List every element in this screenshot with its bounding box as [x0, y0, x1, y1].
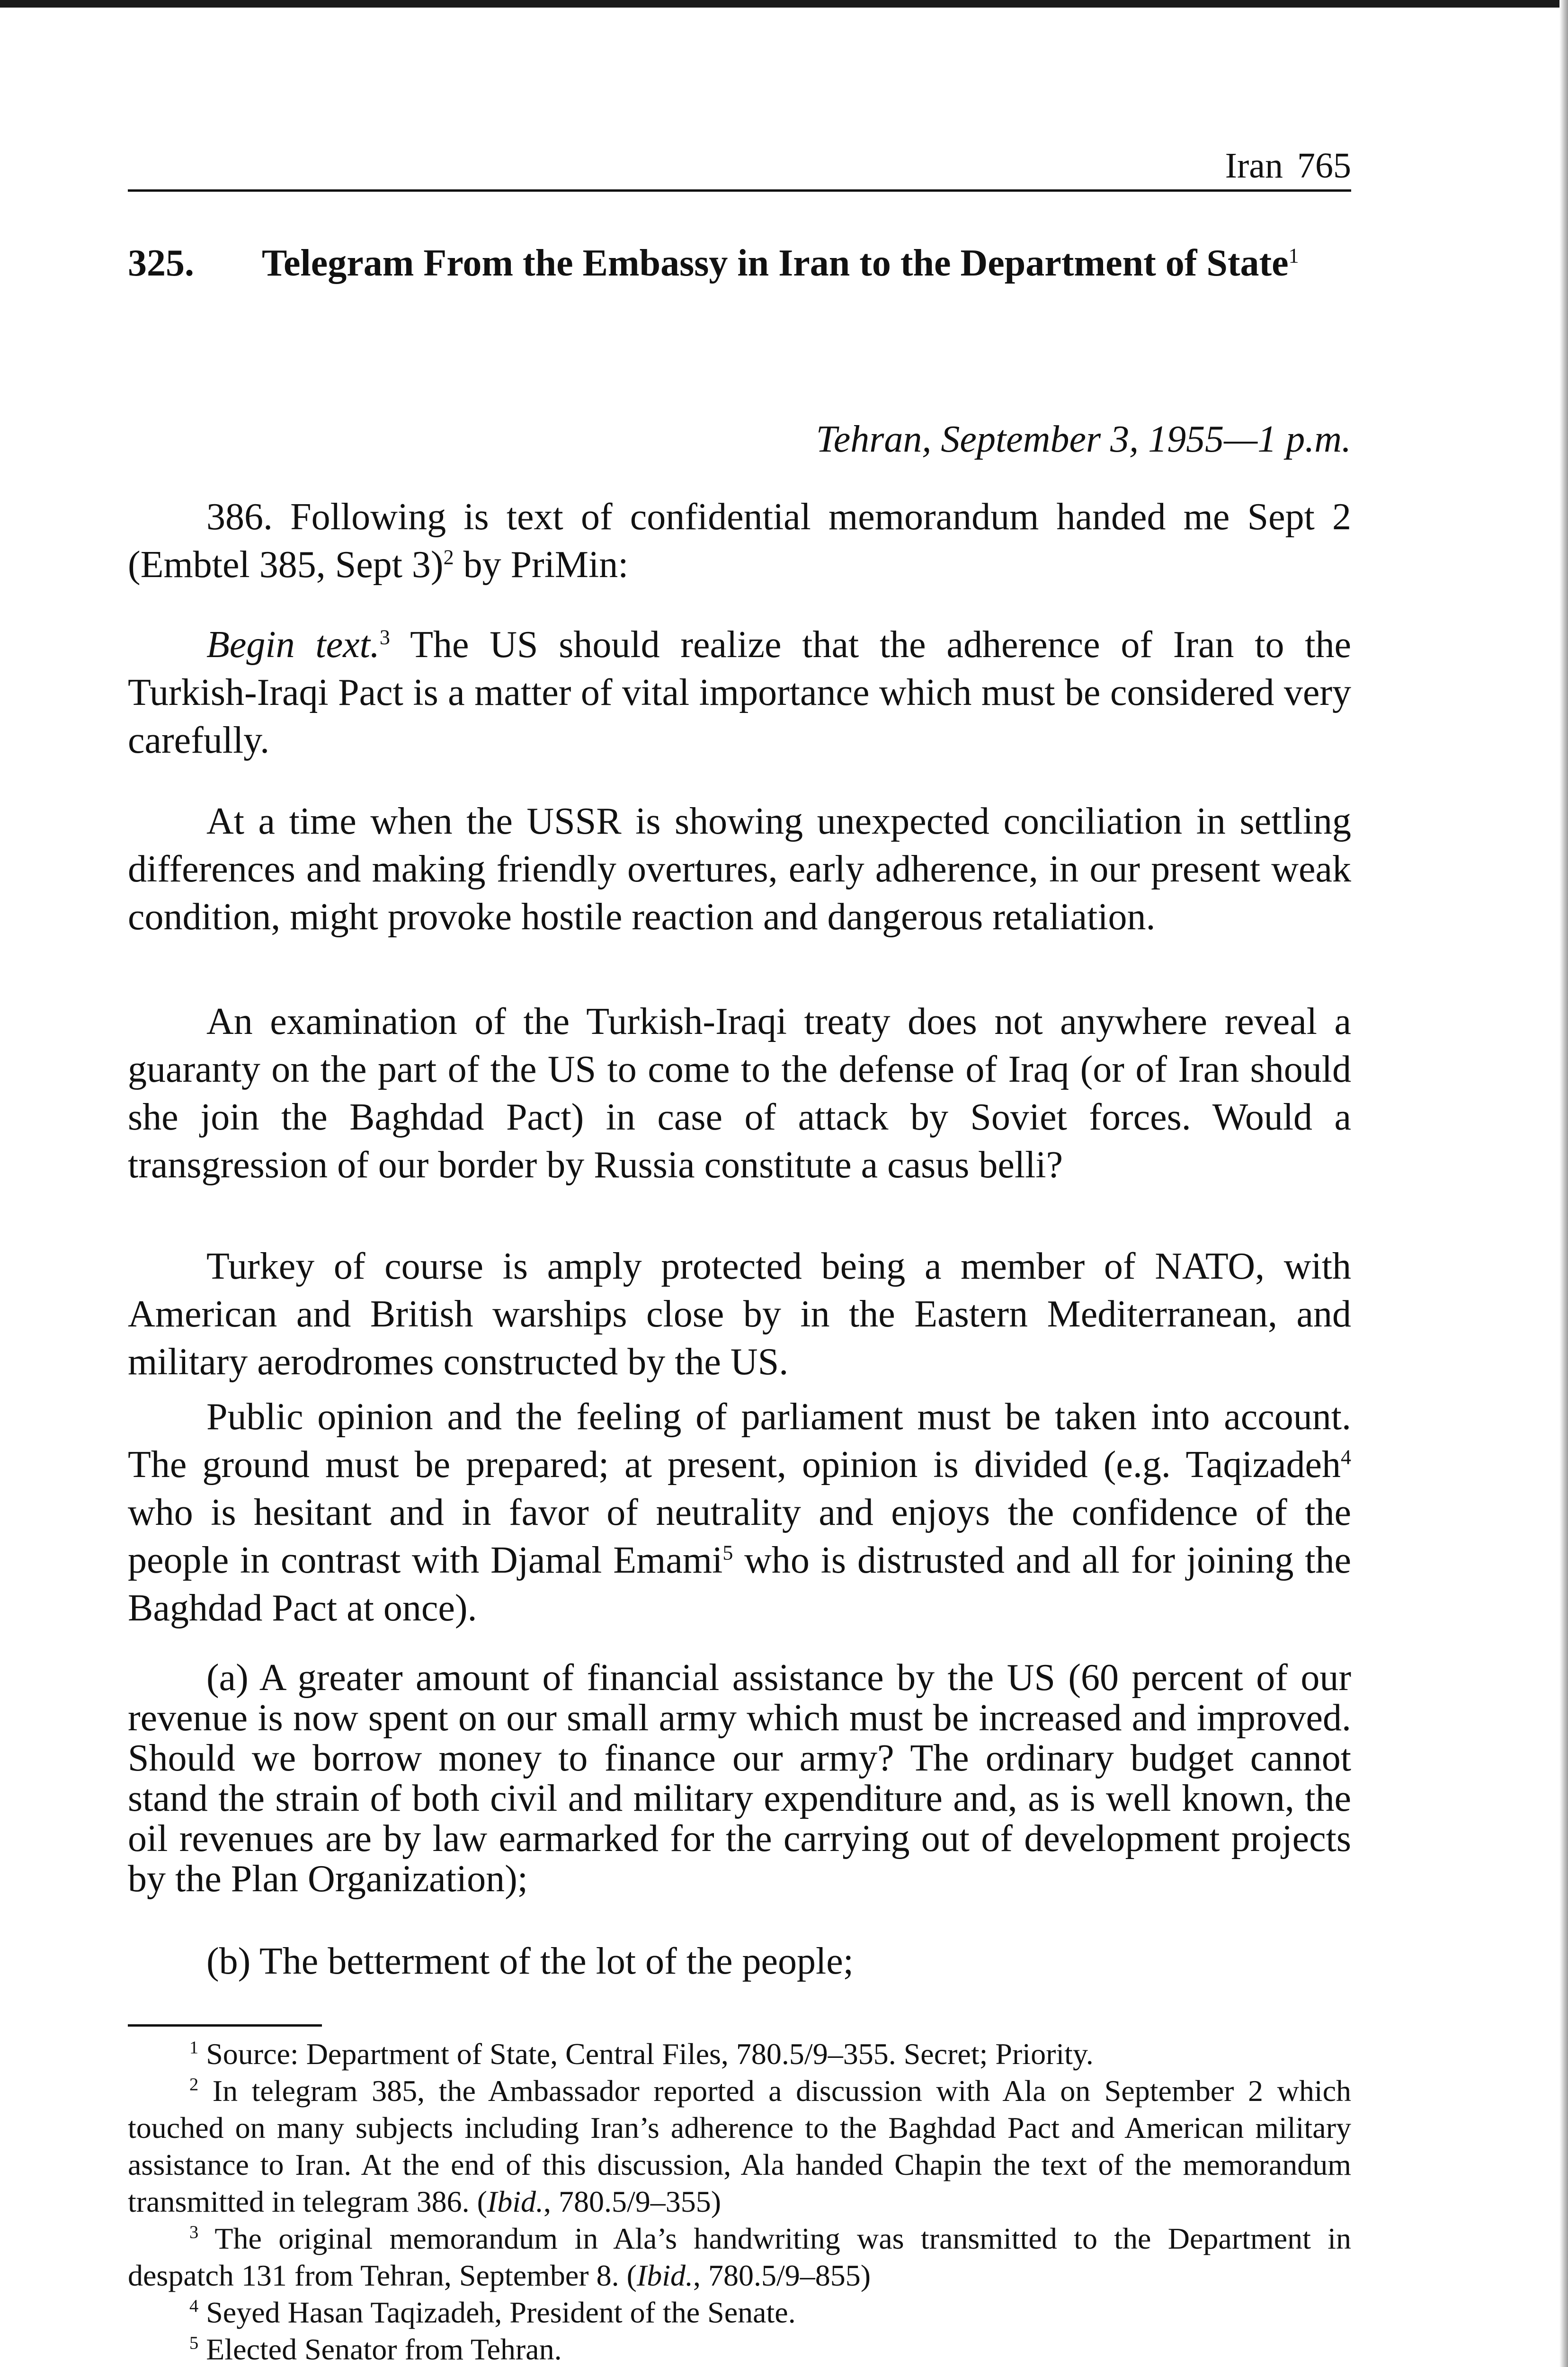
- dateline: Tehran, September 3, 1955—1 p.m.: [816, 418, 1351, 460]
- footnote-2: $^2$ In telegram 385, the Ambassador reported a discussion with Ala on September 2 which touched on many subjects including Iran’s adherence to the Baghdad Pact and American military assistance to Iran. At the end of this discussion, Ala handed Chapin the text of the memorandum transmitted in telegram 386. (Ibid., 780.5/9–355): [128, 2074, 1351, 2218]
- footnote-ref-4: 4: [1341, 1445, 1351, 1469]
- scan-top-border: [0, 0, 1568, 8]
- paragraph-4-text: An examination of the Turkish-Iraqi treaty does not anywhere reveal a guaranty on the part of the US to come to the defense of Iraq (or of Iran should she join the Baghdad Pact) in case of attack by Soviet forces. Would a transgression of our border by Russia constitute a casus belli?: [128, 1001, 1351, 1186]
- footnote-ref-2: 2: [443, 545, 454, 569]
- paragraph-3-text: At a time when the USSR is showing unexpected conciliation in settling differences and making friendly overtures, early adherence, in our present weak condition, might provoke hostile reaction and dangerous retaliation.: [128, 801, 1351, 938]
- paragraph-6-text-a: Public opinion and the feeling of parliament must be taken into account. The ground must be prepared; at present, opinion is divided (e.g. Taqizadeh: [128, 1396, 1351, 1486]
- footnote-ref-5: 5: [722, 1541, 733, 1565]
- footnotes: [128, 2036, 1351, 2367]
- paragraph-2: [128, 621, 1351, 765]
- paragraph-2-text: The US should realize that the adherence of Iran to the Turkish-Iraqi Pact is a matter of vital importance which must be considered very carefully.: [128, 624, 1351, 761]
- paragraph-7-text: (a) A greater amount of financial assistance by the US (60 percent of our revenue is now spent on our small army which must be increased and improved. Should we borrow money to finance our army? The ordinary budget cannot stand the strain of both civil and military expenditure and, as is well known, the oil revenues are by law earmarked for the carrying out of development projects by the Plan Organization);: [128, 1657, 1351, 1900]
- paragraph-6-text-b: who is hesitant and in favor of neutrality and enjoys the confidence of the people in contrast with Djamal Emami: [128, 1492, 1351, 1581]
- footnote-1: $^1$ Source: Department of State, Central Files, 780.5/9–355. Secret; Priority.: [189, 2037, 1094, 2071]
- footnote-ref-3: 3: [379, 625, 390, 649]
- paragraph-6-text-c: who is distrusted and all for joining the Baghdad Pact at once).: [128, 1539, 1352, 1629]
- paragraph-8-text: (b) The betterment of the lot of the people;: [206, 1940, 854, 1982]
- page-number: 765: [1297, 146, 1351, 186]
- running-head: [1225, 148, 1351, 184]
- paragraph-1: [128, 493, 1351, 589]
- paragraph-6: [128, 1393, 1351, 1632]
- document-title: [262, 240, 1351, 286]
- footnote-ref-1: 1: [1288, 244, 1299, 267]
- paragraph-8: [128, 1938, 1351, 1985]
- running-header: [128, 137, 1351, 192]
- paragraph-5: [128, 1243, 1351, 1386]
- begin-text-label: Begin text.: [206, 624, 380, 666]
- paragraph-3: [128, 798, 1351, 941]
- document-title-text: Telegram From the Embassy in Iran to the Department of State: [262, 242, 1289, 284]
- footnote-rule: [128, 2024, 322, 2027]
- paragraph-1-text-a: 386. Following is text of confidential memorandum handed me Sept 2 (Embtel 385, Sept 3): [128, 496, 1351, 586]
- paragraph-1-text-b: by PriMin:: [454, 544, 629, 586]
- scan-page-edge: [1559, 0, 1568, 2367]
- paragraph-5-text: Turkey of course is amply protected being a member of NATO, with American and British warships close by in the Eastern Mediterranean, and military aerodromes constructed by the US.: [128, 1246, 1351, 1383]
- footnote-3: $^3$ The original memorandum in Ala’s handwriting was transmitted to the Department in despatch 131 from Tehran, September 8. (Ibid., 780.5/9–855): [128, 2222, 1351, 2292]
- running-head-country: Iran: [1225, 146, 1283, 186]
- document-number: 325.: [128, 242, 194, 284]
- footnote-4: $^4$ Seyed Hasan Taqizadeh, President of the Senate.: [189, 2296, 796, 2329]
- paragraph-4: [128, 998, 1351, 1189]
- paragraph-7: [128, 1658, 1351, 1899]
- footnote-5: $^5$ Elected Senator from Tehran.: [189, 2332, 562, 2366]
